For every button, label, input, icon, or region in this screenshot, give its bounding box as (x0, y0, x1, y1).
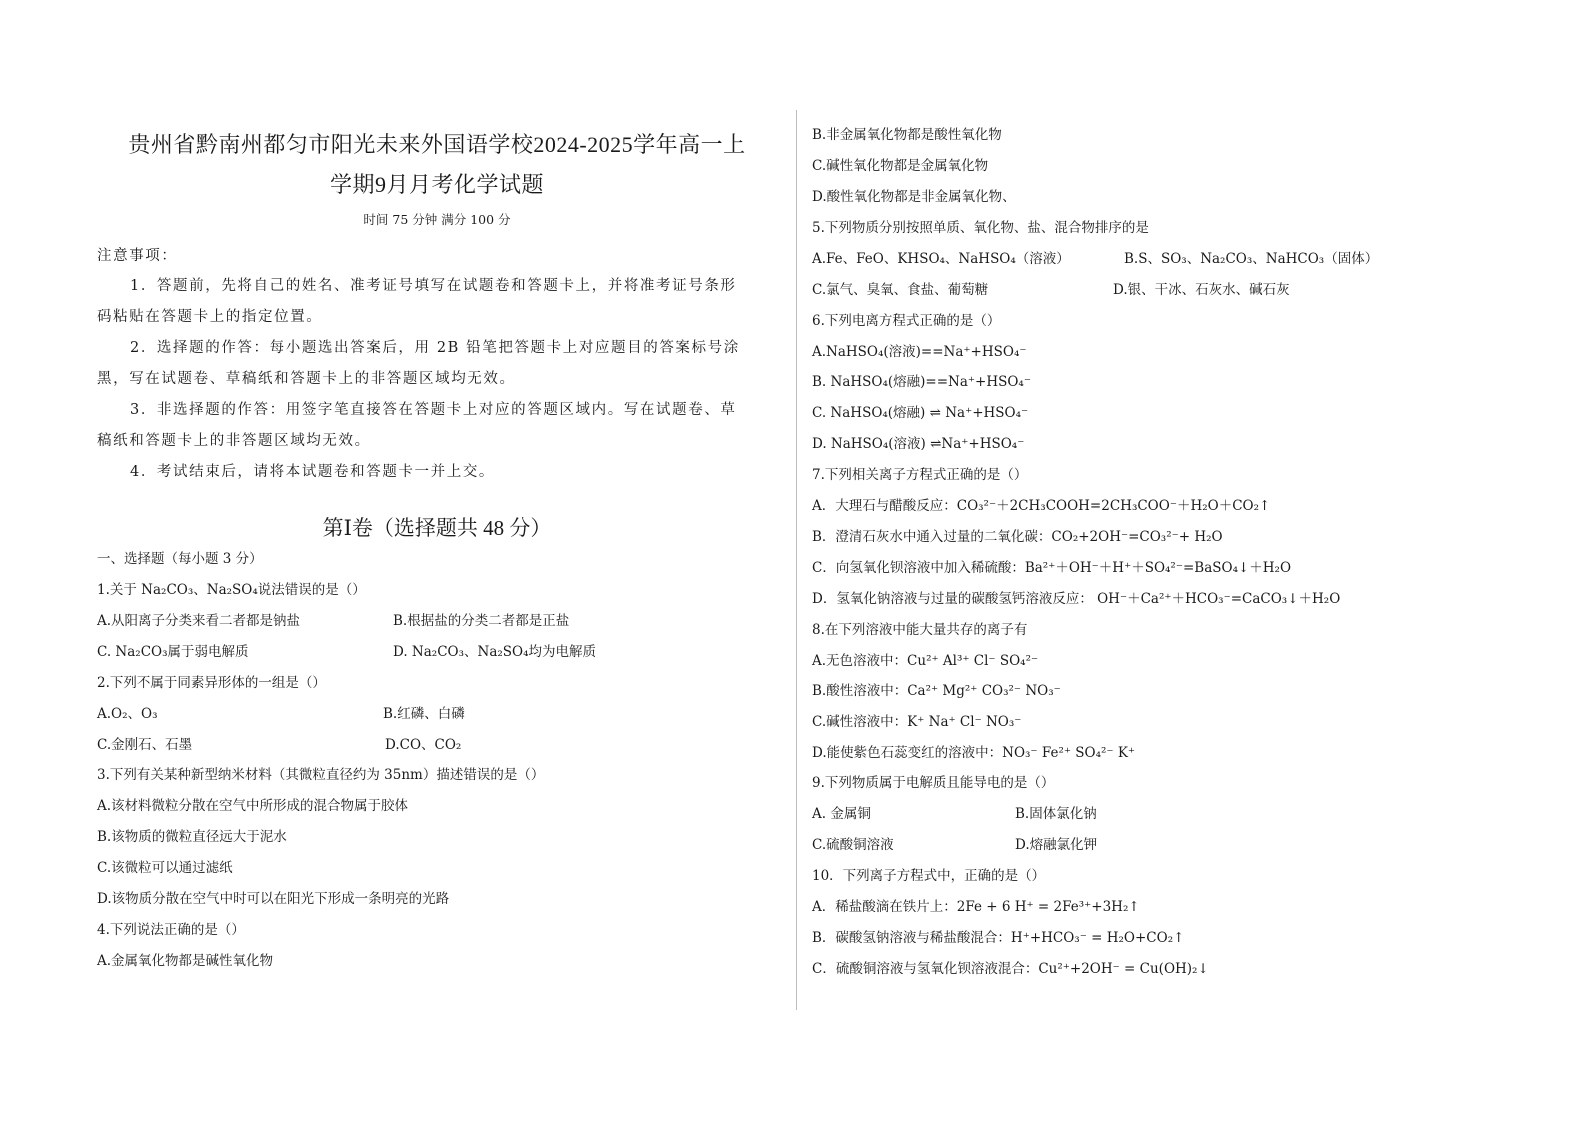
question-10-option-c: C．硫酸铜溶液与氢氧化钡溶液混合：Cu²⁺+2OH⁻ = Cu(OH)₂↓ (812, 961, 1209, 977)
question-8-option-c: C.碱性溶液中：K⁺ Na⁺ Cl⁻ NO₃⁻ (812, 714, 1022, 730)
question-6-option-b: B. NaHSO₄(熔融)==Na⁺+HSO₄⁻ (812, 374, 1031, 390)
question-5-option-d: D.银、干冰、石灰水、碱石灰 (1113, 282, 1290, 298)
question-3-option-a: A.该材料微粒分散在空气中所形成的混合物属于胶体 (97, 798, 409, 814)
question-3-stem: 3.下列有关某种新型纳米材料（其微粒直径约为 35nm）描述错误的是（） (97, 767, 545, 783)
notice-item: 码粘贴在答题卡上的指定位置。 (97, 309, 323, 325)
question-9-option-a: A. 金属铜 (812, 806, 871, 822)
question-9-option-b: B.固体氯化钠 (1015, 806, 1097, 822)
question-10-stem: 10．下列离子方程式中，正确的是（） (812, 868, 1046, 884)
question-1-stem: 1.关于 Na₂CO₃、Na₂SO₄说法错误的是（） (97, 582, 366, 598)
question-6-stem: 6.下列电离方程式正确的是（） (812, 313, 1001, 329)
question-2-option-b: B.红磷、白磷 (383, 706, 465, 722)
question-6-option-a: A.NaHSO₄(溶液)==Na⁺+HSO₄⁻ (812, 344, 1027, 360)
exam-time-score: 时间 75 分钟 满分 100 分 (363, 212, 511, 227)
question-2-option-a: A.O₂、O₃ (97, 706, 158, 722)
question-7-option-d: D．氢氧化钠溶液与过量的碳酸氢钙溶液反应： OH⁻＋Ca²⁺＋HCO₃⁻=CaCO₃↓＋H₂O (812, 591, 1341, 607)
question-8-option-b: B.酸性溶液中：Ca²⁺ Mg²⁺ CO₃²⁻ NO₃⁻ (812, 683, 1061, 699)
question-3-option-c: C.该微粒可以通过滤纸 (97, 860, 233, 876)
question-1-option-d: D. Na₂CO₃、Na₂SO₄均为电解质 (393, 644, 597, 660)
question-4-option-c: C.碱性氧化物都是金属氧化物 (812, 158, 989, 174)
question-1-option-c: C. Na₂CO₃属于弱电解质 (97, 644, 249, 660)
exam-title-line2: 学期9月月考化学试题 (329, 172, 544, 197)
question-7-option-a: A．大理石与醋酸反应：CO₃²⁻＋2CH₃COOH=2CH₃COO⁻＋H₂O＋CO₂↑ (812, 498, 1271, 514)
notice-heading: 注意事项： (97, 248, 178, 264)
question-5-option-a: A.Fe、FeO、KHSO₄、NaHSO₄（溶液） (812, 251, 1070, 267)
notice-item: 稿纸和答题卡上的非答题区域均无效。 (97, 433, 371, 449)
question-4-option-a: A.金属氧化物都是碱性氧化物 (97, 953, 274, 969)
question-8-stem: 8.在下列溶液中能大量共存的离子有 (812, 622, 1028, 638)
question-9-stem: 9.下列物质属于电解质且能导电的是（） (812, 775, 1055, 791)
question-4-option-d: D.酸性氧化物都是非金属氧化物、 (812, 189, 1016, 205)
question-5-option-c: C.氯气、臭氧、食盐、葡萄糖 (812, 282, 989, 298)
question-2-option-d: D.CO、CO₂ (385, 737, 462, 753)
question-9-option-c: C.硫酸铜溶液 (812, 837, 894, 853)
question-8-option-d: D.能使紫色石蕊变红的溶液中：NO₃⁻ Fe²⁺ SO₄²⁻ K⁺ (812, 745, 1136, 761)
question-8-option-a: A.无色溶液中：Cu²⁺ Al³⁺ Cl⁻ SO₄²⁻ (812, 653, 1039, 669)
question-5-stem: 5.下列物质分别按照单质、氧化物、盐、混合物排序的是 (812, 220, 1149, 236)
question-6-option-d: D. NaHSO₄(溶液) ⇌Na⁺+HSO₄⁻ (812, 436, 1025, 452)
question-7-option-c: C．向氢氧化钡溶液中加入稀硫酸：Ba²⁺＋OH⁻＋H⁺＋SO₄²⁻=BaSO₄↓＋H₂O (812, 560, 1292, 576)
part-heading: 一、选择题（每小题 3 分） (97, 551, 263, 567)
notice-item: 1．答题前，先将自己的姓名、准考证号填写在试题卷和答题卡上，并将准考证号条形 (130, 278, 737, 294)
question-2-stem: 2.下列不属于同素异形体的一组是（） (97, 675, 326, 691)
question-4-option-b: B.非金属氧化物都是酸性氧化物 (812, 127, 1002, 143)
question-10-option-a: A．稀盐酸滴在铁片上：2Fe + 6 H⁺ = 2Fe³⁺+3H₂↑ (812, 899, 1140, 915)
question-9-option-d: D.熔融氯化钾 (1015, 837, 1098, 853)
notice-item: 4．考试结束后，请将本试题卷和答题卡一并上交。 (130, 464, 496, 480)
question-10-option-b: B．碳酸氢钠溶液与稀盐酸混合：H⁺+HCO₃⁻ = H₂O+CO₂↑ (812, 930, 1185, 946)
notice-item: 2．选择题的作答：每小题选出答案后，用 2B 铅笔把答题卡上对应题目的答案标号涂 (130, 340, 740, 356)
question-3-option-b: B.该物质的微粒直径远大于泥水 (97, 829, 287, 845)
exam-title-line1: 贵州省黔南州都匀市阳光未来外国语学校2024-2025学年高一上 (128, 132, 746, 157)
question-1-option-b: B.根据盐的分类二者都是正盐 (393, 613, 570, 629)
question-3-option-d: D.该物质分散在空气中时可以在阳光下形成一条明亮的光路 (97, 891, 450, 907)
question-5-option-b: B.S、SO₃、Na₂CO₃、NaHCO₃（固体） (1124, 251, 1379, 267)
question-4-stem: 4.下列说法正确的是（） (97, 922, 245, 938)
column-divider (796, 110, 797, 1010)
question-7-stem: 7.下列相关离子方程式正确的是（） (812, 467, 1028, 483)
question-6-option-c: C. NaHSO₄(熔融) ⇌ Na⁺+HSO₄⁻ (812, 405, 1029, 421)
notice-item: 黑，写在试题卷、草稿纸和答题卡上的非答题区域均无效。 (97, 371, 516, 387)
question-1-option-a: A.从阳离子分类来看二者都是钠盐 (97, 613, 301, 629)
notice-item: 3．非选择题的作答：用签字笔直接答在答题卡上对应的答题区域内。写在试题卷、草 (130, 402, 737, 418)
section-title: 第Ⅰ卷（选择题共 48 分） (322, 516, 552, 540)
question-2-option-c: C.金刚石、石墨 (97, 737, 193, 753)
question-7-option-b: B．澄清石灰水中通入过量的二氧化碳：CO₂+2OH⁻=CO₃²⁻+ H₂O (812, 529, 1223, 545)
